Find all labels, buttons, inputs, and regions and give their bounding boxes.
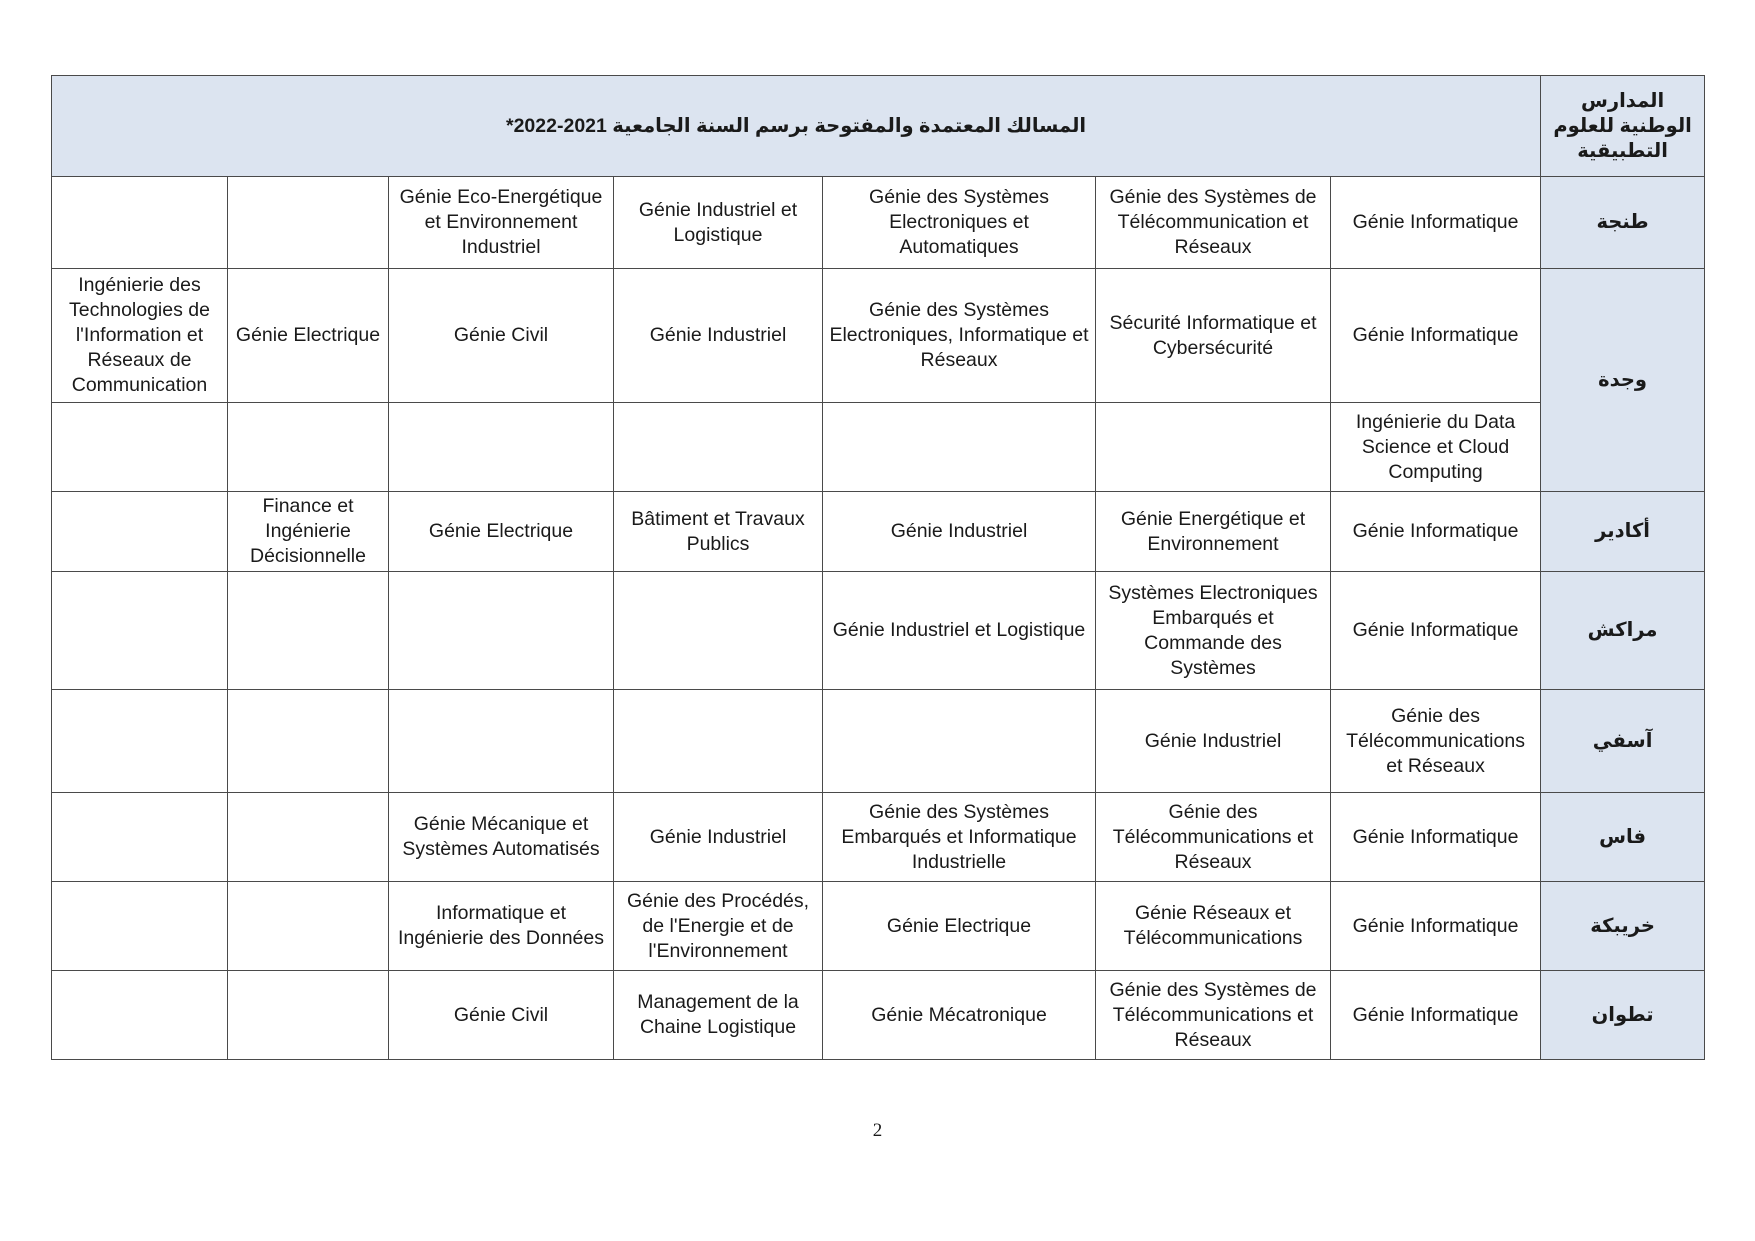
program-cell: Ingénierie du Data Science et Cloud Computing xyxy=(1331,403,1541,492)
program-cell xyxy=(228,882,389,971)
program-cell xyxy=(52,177,228,269)
program-cell xyxy=(823,690,1096,793)
program-cell xyxy=(52,690,228,793)
program-cell: Génie Industriel xyxy=(823,492,1096,572)
program-cell: Génie Electrique xyxy=(228,269,389,403)
program-cell: Informatique et Ingénierie des Données xyxy=(389,882,614,971)
program-cell: Génie des Systèmes Electroniques, Informatique et Réseaux xyxy=(823,269,1096,403)
program-cell: Systèmes Electroniques Embarqués et Commande des Systèmes xyxy=(1096,572,1331,690)
program-cell xyxy=(52,572,228,690)
table-row xyxy=(52,882,1705,971)
table-row xyxy=(52,492,1705,572)
program-cell xyxy=(389,572,614,690)
program-cell: Génie des Télécommunications et Réseaux xyxy=(1096,793,1331,882)
program-cell: Génie des Systèmes de Télécommunication et Réseaux xyxy=(1096,177,1331,269)
program-cell: Génie Industriel xyxy=(614,269,823,403)
program-cell: Génie Electrique xyxy=(823,882,1096,971)
program-cell xyxy=(228,177,389,269)
program-cell xyxy=(228,690,389,793)
program-cell: Génie Industriel et Logistique xyxy=(823,572,1096,690)
program-cell: Génie Energétique et Environnement xyxy=(1096,492,1331,572)
program-cell: Génie Mécatronique xyxy=(823,971,1096,1060)
program-cell: Génie Civil xyxy=(389,971,614,1060)
table-title: المسالك المعتمدة والمفتوحة برسم السنة الجامعية 2021-2022* xyxy=(52,76,1541,177)
program-cell: Génie Informatique xyxy=(1331,793,1541,882)
program-cell: Génie Industriel xyxy=(614,793,823,882)
program-cell: Bâtiment et Travaux Publics xyxy=(614,492,823,572)
program-cell xyxy=(823,403,1096,492)
program-cell: Génie Industriel xyxy=(1096,690,1331,793)
city-cell: فاس xyxy=(1541,793,1705,882)
program-cell: Génie Mécanique et Systèmes Automatisés xyxy=(389,793,614,882)
program-cell: Génie Informatique xyxy=(1331,269,1541,403)
program-cell: Génie des Procédés, de l'Energie et de l'Environnement xyxy=(614,882,823,971)
city-cell: آسفي xyxy=(1541,690,1705,793)
program-cell xyxy=(614,572,823,690)
table-row xyxy=(52,971,1705,1060)
program-cell: Génie Réseaux et Télécommunications xyxy=(1096,882,1331,971)
table-row xyxy=(52,403,1705,492)
city-cell: طنجة xyxy=(1541,177,1705,269)
program-cell: Génie Informatique xyxy=(1331,177,1541,269)
schools-column-header: المدارس الوطنية للعلوم التطبيقية xyxy=(1541,76,1705,177)
program-cell: Génie des Télécommunications et Réseaux xyxy=(1331,690,1541,793)
programs-table xyxy=(51,75,1705,1060)
program-cell: Génie Industriel et Logistique xyxy=(614,177,823,269)
table-row xyxy=(52,690,1705,793)
page-number: 2 xyxy=(872,1120,883,1141)
program-cell xyxy=(52,882,228,971)
program-cell: Génie des Systèmes de Télécommunications et Réseaux xyxy=(1096,971,1331,1060)
program-cell xyxy=(1096,403,1331,492)
program-cell: Finance et Ingénierie Décisionnelle xyxy=(228,492,389,572)
program-cell: Génie Informatique xyxy=(1331,572,1541,690)
program-cell: Management de la Chaine Logistique xyxy=(614,971,823,1060)
program-cell: Génie des Systèmes Embarqués et Informatique Industrielle xyxy=(823,793,1096,882)
program-cell: Génie Civil xyxy=(389,269,614,403)
program-cell: Génie des Systèmes Electroniques et Automatiques xyxy=(823,177,1096,269)
program-cell xyxy=(389,690,614,793)
program-cell xyxy=(52,492,228,572)
table-row xyxy=(52,793,1705,882)
program-cell xyxy=(228,572,389,690)
program-cell xyxy=(389,403,614,492)
program-cell xyxy=(614,690,823,793)
table-row xyxy=(52,572,1705,690)
program-cell xyxy=(52,403,228,492)
program-cell xyxy=(228,403,389,492)
program-cell xyxy=(52,793,228,882)
city-cell: خريبكة xyxy=(1541,882,1705,971)
program-cell: Génie Informatique xyxy=(1331,882,1541,971)
city-cell: وجدة xyxy=(1541,269,1705,492)
program-cell: Génie Informatique xyxy=(1331,492,1541,572)
program-cell xyxy=(228,971,389,1060)
program-cell: Ingénierie des Technologies de l'Information et Réseaux de Communication xyxy=(52,269,228,403)
city-cell: مراكش xyxy=(1541,572,1705,690)
program-cell: Génie Eco-Energétique et Environnement Industriel xyxy=(389,177,614,269)
header-row xyxy=(52,76,1705,177)
program-cell xyxy=(228,793,389,882)
city-cell: أكادير xyxy=(1541,492,1705,572)
program-cell xyxy=(52,971,228,1060)
table-row xyxy=(52,177,1705,269)
table-row xyxy=(52,269,1705,403)
program-cell xyxy=(614,403,823,492)
program-cell: Génie Electrique xyxy=(389,492,614,572)
program-cell: Génie Informatique xyxy=(1331,971,1541,1060)
program-cell: Sécurité Informatique et Cybersécurité xyxy=(1096,269,1331,403)
city-cell: تطوان xyxy=(1541,971,1705,1060)
